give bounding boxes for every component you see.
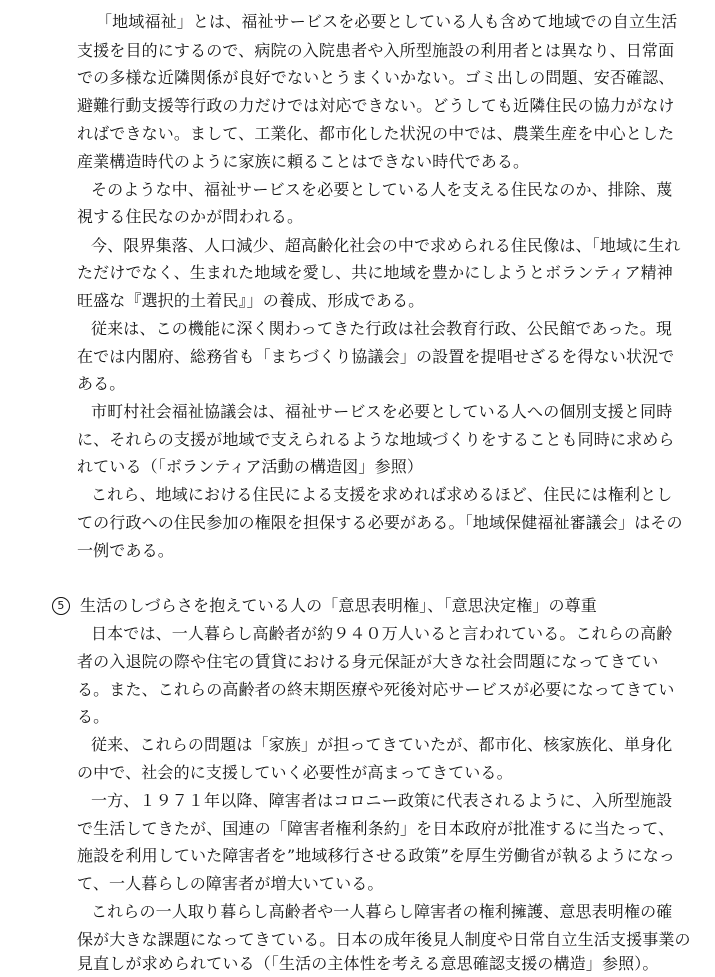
text-line: ればできない。まして、工業化、都市化した状況の中では、農業生産を中心とした [77, 124, 675, 143]
text-line: に、それらの支援が地域で支えられるような地域づくりをすることも同時に求めら [77, 430, 675, 449]
section-heading-text: 生活のしづらさを抱えている人の「意思表明権」、「意思決定権」の尊重 [80, 596, 597, 615]
text-line: 今、限界集落、人口減少、超高齢化社会の中で求められる住民像は、「地域に生れ [91, 236, 681, 255]
text-line: 一例である。 [77, 541, 174, 560]
text-line: これら、地域における住民による支援を求めれば求めるほど、住民には権利とし [91, 485, 673, 504]
text-line: 一方、１９７１年以降、障害者はコロニー政策に代表されるように、入所型施設 [91, 791, 673, 810]
text-line: 保が大きな課題になってきている。日本の成年後見人制度や日常自立生活支援事業の [77, 930, 691, 949]
text-line: で生活してきたが、国連の「障害者権利条約」を日本政府が批准するに当たって、 [77, 819, 675, 838]
text-line: 者の入退院の際や住宅の賃貸における身元保証が大きな社会問題になってきてい [77, 652, 659, 671]
text-line: ての行政への住民参加の権限を担保する必要がある。「地域保健福祉審議会」はその [77, 513, 683, 532]
text-line: ある。 [77, 374, 126, 393]
text-line: 市町村社会福祉協議会は、福祉サービスを必要としている人への個別支援と同時 [91, 402, 673, 421]
text-line: 避難行動支援等行政の力だけでは対応できない。どうしても近隣住民の協力がなけ [77, 96, 675, 115]
text-line: る。 [77, 707, 110, 726]
text-line: 従来は、この機能に深く関わってきた行政は社会教育行政、公民館であった。現 [91, 319, 673, 338]
text-line: そのような中、福祉サービスを必要としている人を支える住民なのか、排除、蔑 [91, 180, 673, 199]
text-line: での多様な近隣関係が良好でないとうまくいかない。ゴミ出しの問題、安否確認、 [77, 68, 675, 87]
text-line: 従来、これらの問題は「家族」が担ってきていたが、都市化、核家族化、単身化 [91, 735, 673, 754]
text-line: 視する住民なのかが問われる。 [77, 207, 304, 226]
text-line: ただけでなく、生まれた地域を愛し、共に地域を豊かにしようとボランティア精神 [77, 263, 673, 282]
section-heading [52, 592, 597, 619]
text-line: これらの一人取り暮らし高齢者や一人暮らし障害者の権利擁護、意思表明権の確 [91, 902, 673, 921]
text-line: 産業構造時代のように家族に頼ることはできない時代である。 [77, 152, 530, 171]
text-line: の中で、社会的に支援していく必要性が高まってきている。 [77, 763, 513, 782]
circled-number-marker: 5 [52, 597, 70, 615]
text-line: 在では内閣府、総務省も「まちづくり協議会」の設置を提唱せざるを得ない状況で [77, 347, 675, 366]
text-line: 旺盛な『選択的土着民』」の養成、形成である。 [77, 291, 425, 310]
text-line: て、一人暮らしの障害者が増大いている。 [77, 874, 384, 893]
text-line: る。また、これらの高齢者の終末期医療や死後対応サービスが必要になってきてい [77, 680, 675, 699]
text-line: 「地域福祉」とは、福祉サービスを必要としている人も含めて地域での自立生活 [96, 12, 678, 31]
text-line: れている（「ボランティア活動の構造図」参照） [77, 457, 424, 476]
text-line: 日本では、一人暮らし高齢者が約９４０万人いると言われている。これらの高齢 [91, 624, 673, 643]
text-line: 施設を利用していた障害者を”地域移行させる政策”を厚生労働省が執るようになっ [77, 846, 676, 865]
text-line: 支援を目的にするので、病院の入院患者や入所型施設の利用者とは異なり、日常面 [77, 41, 675, 60]
text-line: 見直しが求められている（「生活の主体性を考える意思確認支援の構造」参照）。 [77, 954, 659, 973]
